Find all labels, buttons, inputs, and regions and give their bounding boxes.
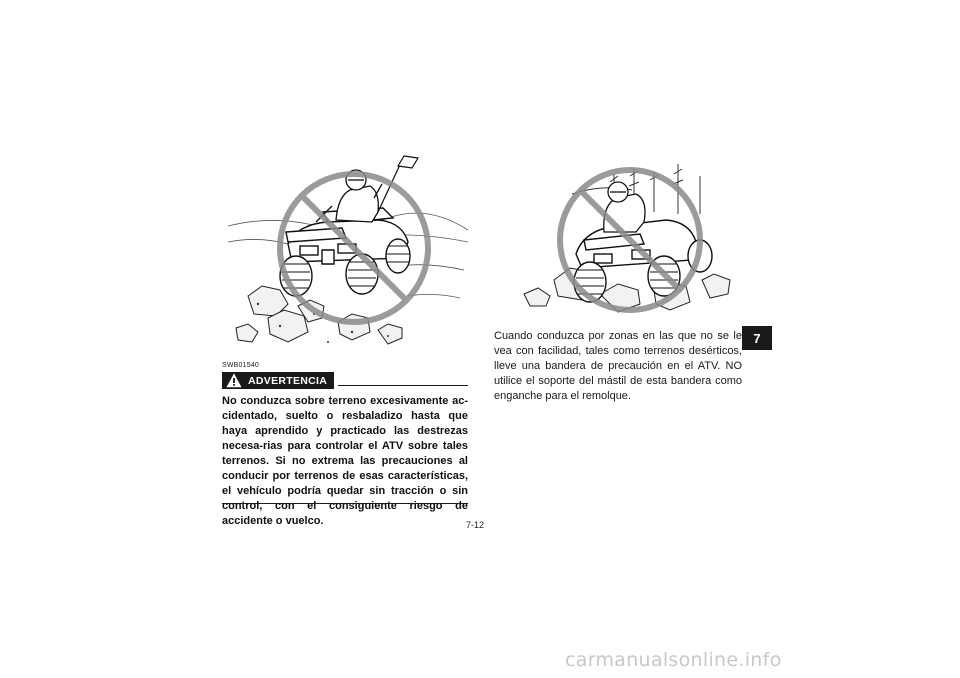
atv-uneven-terrain-illustration (228, 146, 468, 358)
atv-rough-terrain-illustration (514, 154, 750, 324)
warning-text: No conduzca sobre terreno excesivamente ac-cidentado, suelto o resbaladizo hasta que haya aprendido y practicado las destrezas necesa-rias para controlar el ATV sobre tales terrenos. Si no extrema las precauciones al conducir por terrenos de esas características, el vehículo podría quedar sin tracción o sin control, con el consiguiente riesgo de accidente o vuelco. (222, 395, 468, 527)
chapter-tab: 7 (742, 326, 772, 350)
warning-header (222, 372, 468, 390)
page-number: 7-12 (466, 520, 485, 530)
body-paragraph: Cuando conduzca por zonas en las que no se le vea con facilidad, tales como terrenos desérticos, lleve una bandera de precaución en el ATV. NO utilice el soporte del mástil de esta bandera como enganche para el remolque. (494, 330, 742, 402)
warning-top-rule (338, 385, 468, 386)
warning-triangle-icon (226, 373, 242, 389)
watermark: carmanualsonline.info (565, 649, 782, 671)
prohibited-atv-rough-terrain-illustration-icon (514, 154, 750, 324)
warning-bottom-rule (222, 503, 468, 504)
prohibited-atv-uneven-terrain-illustration-icon (228, 146, 468, 358)
warning-badge (222, 372, 334, 389)
warning-code: SWB01540 (222, 362, 260, 369)
warning-label: ADVERTENCIA (248, 374, 328, 387)
